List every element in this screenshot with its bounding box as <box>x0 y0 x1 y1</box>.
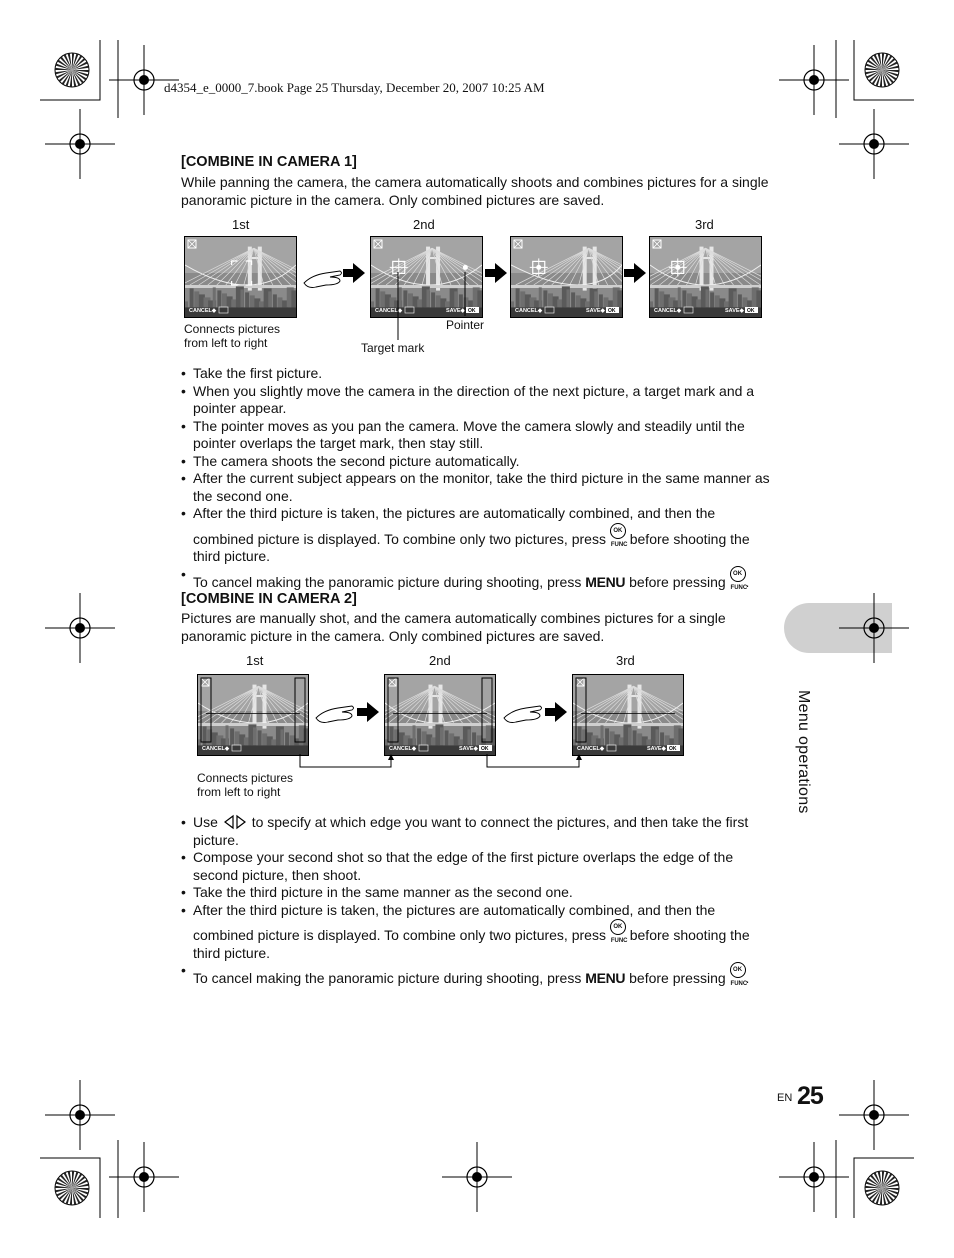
caption-connects-1: Connects pictures from left to right <box>184 322 281 350</box>
menu-button-label: MENU <box>585 573 626 590</box>
ok-button-icon: OK FUNC <box>610 523 626 539</box>
svg-text:SAVE◆: SAVE◆ <box>647 746 666 752</box>
svg-text:OK: OK <box>468 307 476 314</box>
bullet: • After the third picture is taken, the pictures are automatically combined, and then the combined picture is displayed. To combine only two pictures, press OK FUNC before shooting the third picture. <box>181 505 773 566</box>
panning-hand-icon <box>304 271 342 288</box>
arrow-right-icon <box>343 263 365 283</box>
panning-hand-icon <box>316 706 354 723</box>
camera-screen-1st <box>197 674 309 756</box>
svg-text:OK: OK <box>608 307 616 314</box>
section2-intro: Pictures are manually shot, and the camera automatically combines pictures for a single panoramic picture in the camera. Only combined pictures are saved. <box>181 610 726 644</box>
camera-screen-2nd <box>384 674 496 756</box>
page-number: 25 <box>797 1082 823 1110</box>
label-2nd: 2nd <box>413 217 435 232</box>
section2-title: [COMBINE IN CAMERA 2] <box>181 591 357 607</box>
registration-mark-icon <box>779 45 849 115</box>
camera-screen-1st <box>184 236 297 318</box>
registration-mark-icon <box>45 109 115 179</box>
registration-mark-icon <box>45 593 115 663</box>
bullet: • To cancel making the panoramic picture during shooting, press MENU before pressing OK FUNC. <box>181 566 773 592</box>
star-target-icon <box>55 53 89 87</box>
svg-text:CANCEL◆: CANCEL◆ <box>654 308 682 314</box>
bullet: • Use to specify at which edge you want to connect the pictures, and then take the first picture. <box>181 814 773 849</box>
svg-text:CANCEL◆: CANCEL◆ <box>189 308 217 314</box>
svg-text:SAVE◆: SAVE◆ <box>459 746 478 752</box>
bullet: • When you slightly move the camera in the direction of the next picture, a target mark and a pointer appear. <box>181 383 773 418</box>
svg-text:OK: OK <box>747 307 755 314</box>
bullet: • After the current subject appears on the monitor, take the third picture in the same manner as the second one. <box>181 470 773 505</box>
registration-mark-icon <box>109 1142 179 1212</box>
bullet: • After the third picture is taken, the pictures are automatically combined, and then the combined picture is displayed. To combine only two pictures, press OK FUNC before shooting the third picture. <box>181 902 773 963</box>
svg-text:CANCEL◆: CANCEL◆ <box>375 308 403 314</box>
arrow-right-icon <box>485 263 507 283</box>
svg-text:OK: OK <box>669 745 677 752</box>
bullet: • To cancel making the panoramic picture during shooting, press MENU before pressing OK FUNC. <box>181 962 773 988</box>
svg-text:SAVE◆: SAVE◆ <box>586 308 605 314</box>
print-header: d4354_e_0000_7.book Page 25 Thursday, December 20, 2007 10:25 AM <box>164 80 545 95</box>
bullet: • The pointer moves as you pan the camera. Move the camera slowly and steadily until the pointer overlaps the target mark, then stay still. <box>181 418 773 453</box>
arrow-right-icon <box>357 702 379 722</box>
svg-text:CANCEL◆: CANCEL◆ <box>515 308 543 314</box>
section2-bullets <box>181 814 773 988</box>
bullet: • Take the third picture in the same manner as the second one. <box>181 884 773 902</box>
section1-bullets <box>181 365 773 591</box>
chapter-tab-label: Menu operations <box>795 690 812 814</box>
svg-text:SAVE◆: SAVE◆ <box>725 308 744 314</box>
ok-button-icon: OK FUNC <box>610 919 626 935</box>
panning-hand-icon <box>504 706 542 723</box>
caption-pointer: Pointer <box>446 318 485 332</box>
left-right-arrows-icon <box>222 814 248 830</box>
arrow-right-icon <box>545 702 567 722</box>
svg-text:SAVE◆: SAVE◆ <box>446 308 465 314</box>
section1-title: [COMBINE IN CAMERA 1] <box>181 154 357 170</box>
svg-text:CANCEL◆: CANCEL◆ <box>389 746 417 752</box>
arrow-right-icon <box>624 263 646 283</box>
bullet: • Take the first picture. <box>181 365 773 383</box>
ok-button-icon: OK FUNC <box>730 962 746 978</box>
bullet: • Compose your second shot so that the edge of the first picture overlaps the edge of the second picture, then shoot. <box>181 849 773 884</box>
chapter-tab <box>784 603 892 653</box>
caption-target-mark: Target mark <box>361 341 425 355</box>
label-1st: 1st <box>232 217 250 232</box>
svg-text:CANCEL◆: CANCEL◆ <box>202 746 230 752</box>
registration-mark-icon <box>442 1142 512 1212</box>
language-code: EN <box>777 1092 793 1104</box>
camera-screen-3rd <box>649 236 762 318</box>
registration-mark-icon <box>839 109 909 179</box>
section1-intro: While panning the camera, the camera automatically shoots and combines pictures for a single panoramic picture in the camera. Only combined pictures are saved. <box>181 174 769 208</box>
connect-edge-line <box>300 754 394 767</box>
star-target-icon <box>55 1171 89 1205</box>
label-2nd: 2nd <box>429 653 451 668</box>
svg-text:OK: OK <box>481 745 489 752</box>
camera-screen-2nd <box>370 236 483 318</box>
connect-edge-line <box>487 754 582 767</box>
label-3rd: 3rd <box>616 653 635 668</box>
caption-connects-2: Connects pictures from left to right <box>197 771 294 799</box>
camera-screen-3rd <box>572 674 684 756</box>
star-target-icon <box>865 1171 899 1205</box>
ok-button-icon: OK FUNC <box>730 566 746 582</box>
menu-button-label: MENU <box>585 970 626 986</box>
bullet: • The camera shoots the second picture automatically. <box>181 453 773 471</box>
svg-text:CANCEL◆: CANCEL◆ <box>577 746 605 752</box>
star-target-icon <box>865 53 899 87</box>
label-3rd: 3rd <box>695 217 714 232</box>
registration-mark-icon <box>779 1142 849 1212</box>
registration-mark-icon <box>45 1080 115 1150</box>
label-1st: 1st <box>246 653 264 668</box>
camera-screen-2nd-aligned <box>510 236 623 318</box>
registration-mark-icon <box>839 1080 909 1150</box>
